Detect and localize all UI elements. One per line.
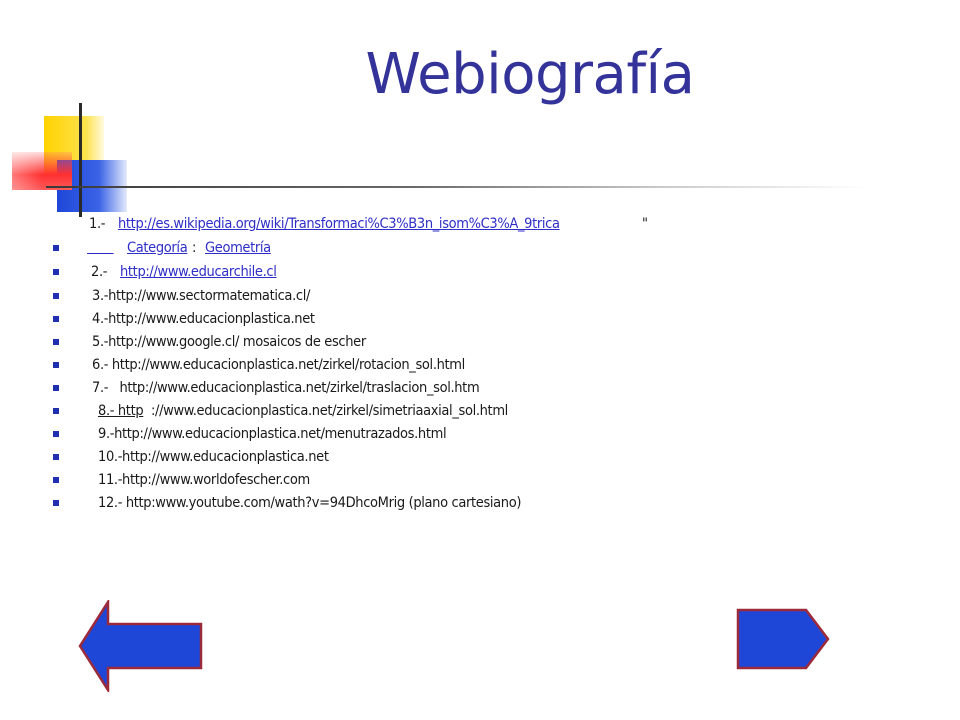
ref-8-suffix: ://www.educacionplastica.net/zirkel/simetriaaxial_sol.html [151, 403, 508, 419]
decor-vertical-line [79, 103, 82, 217]
back-button[interactable] [80, 602, 201, 690]
ref-8-link[interactable]: 8.- http [98, 403, 144, 419]
ref-1-prefix: 1.- [89, 216, 106, 232]
bullet-icon [53, 362, 59, 368]
bullet-icon [53, 454, 59, 460]
bullet-icon [53, 385, 59, 391]
ref-11-text: 11.-http://www.worldofescher.com [98, 472, 310, 488]
ref-10-text: 10.-http://www.educacionplastica.net [98, 449, 329, 465]
ref-1-suffix: " [642, 216, 648, 232]
geometry-link[interactable]: Geometría [205, 240, 271, 256]
arrow-left-icon[interactable] [78, 600, 204, 692]
bullet-icon [53, 316, 59, 322]
ref-7-text: 7.- http://www.educacionplastica.net/zirkel/traslacion_sol.htm [92, 380, 480, 396]
ref-4-text: 4.-http://www.educacionplastica.net [92, 311, 315, 327]
ref-2-pad [87, 238, 114, 258]
bullet-icon [53, 477, 59, 483]
bullet-icon [53, 408, 59, 414]
ref-3-text: 3.-http://www.sectormatematica.cl/ [92, 288, 311, 304]
bullet-icon [53, 245, 59, 251]
page-title: Webiografía [365, 42, 695, 107]
bullet-icon [53, 500, 59, 506]
ref-2-link[interactable]: http://www.educarchile.cl [120, 264, 277, 280]
bullet-icon [53, 339, 59, 345]
ref-6-text: 6.- http://www.educacionplastica.net/zirkel/rotacion_sol.html [92, 357, 465, 373]
bullet-icon [53, 431, 59, 437]
ref-9-text: 9.-http://www.educacionplastica.net/menutrazados.html [98, 426, 447, 442]
decor-red-highlight [12, 152, 72, 190]
title-divider-line [46, 186, 866, 188]
bullet-icon [53, 293, 59, 299]
ref-2-prefix: 2.- [91, 264, 108, 280]
title-area [0, 0, 960, 120]
forward-button[interactable] [738, 610, 828, 668]
arrow-right-icon[interactable] [736, 608, 830, 670]
bullet-icon [53, 269, 59, 275]
category-link[interactable]: Categoría [127, 240, 188, 256]
ref-12-text: 12.- http:www.youtube.com/wath?v=94DhcoMrig (plano cartesiano) [98, 495, 522, 511]
ref-5-text: 5.-http://www.google.cl/ mosaicos de escher [92, 334, 366, 350]
category-separator: : [192, 240, 200, 256]
ref-1-link[interactable]: http://es.wikipedia.org/wiki/Transformaci%C3%B3n_isom%C3%A_9trica [118, 216, 560, 232]
